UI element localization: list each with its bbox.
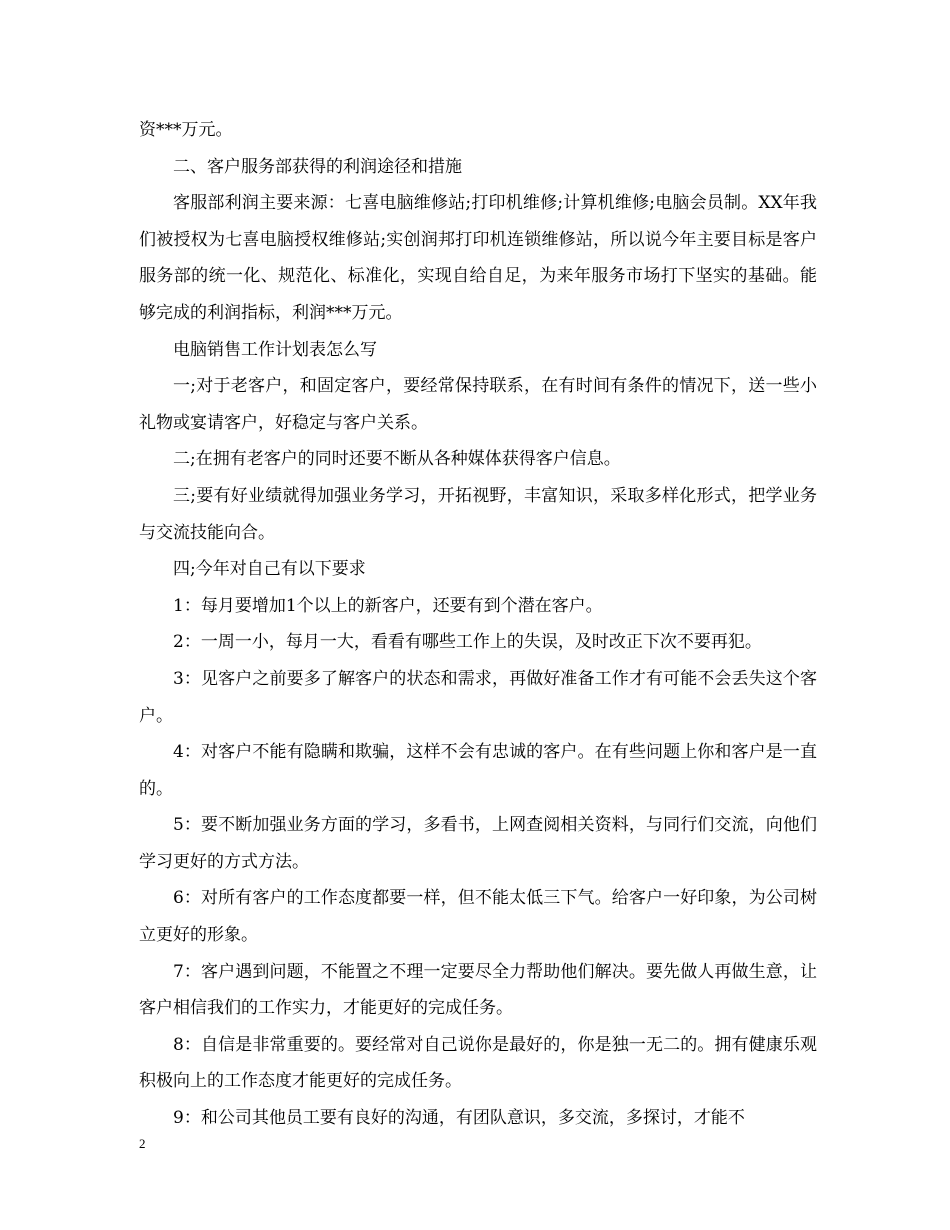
- section-heading: 四;今年对自己有以下要求: [173, 559, 366, 580]
- section-heading: 二、客户服务部获得的利润途径和措施: [173, 156, 462, 177]
- list-item: 9：和公司其他员工要有良好的沟通，有团队意识，多交流，多探讨，才能不: [173, 1108, 745, 1129]
- list-item: 4：对客户不能有隐瞒和欺骗，这样不会有忠诚的客户。在有些问题上你和客户是一直的。: [139, 742, 817, 799]
- list-item: 1：每月要增加1个以上的新客户，还要有到个潜在客户。: [173, 595, 603, 616]
- list-item: 5：要不断加强业务方面的学习，多看书，上网查阅相关资料，与同行们交流，向他们学习更好的方式方法。: [139, 815, 817, 872]
- document-body: [139, 112, 817, 1137]
- list-item: 8：自信是非常重要的。要经常对自己说你是最好的，你是独一无二的。拥有健康乐观积极向上的工作态度才能更好的完成任务。: [139, 1034, 817, 1092]
- paragraph: 资***万元。: [139, 120, 233, 140]
- list-item: 7：客户遇到问题，不能置之不理一定要尽全力帮助他们解决。要先做人再做生意，让客户相信我们的工作实力，才能更好的完成任务。: [139, 961, 817, 1019]
- list-item: 2：一周一小，每月一大，看看有哪些工作上的失误，及时改正下次不要再犯。: [173, 632, 762, 653]
- list-item: 6：对所有客户的工作态度都要一样，但不能太低三下气。给客户一好印象，为公司树立更好的形象。: [139, 888, 817, 946]
- paragraph: 二;在拥有老客户的同时还要不断从各种媒体获得客户信息。: [173, 449, 621, 470]
- section-heading: 电脑销售工作计划表怎么写: [173, 339, 377, 360]
- paragraph: 一;对于老客户，和固定客户，要经常保持联系，在有时间有条件的情况下，送一些小礼物或宴请客户，好稳定与客户关系。: [139, 376, 817, 433]
- page-number: 2: [139, 1136, 146, 1151]
- paragraph: 三;要有好业绩就得加强业务学习，开拓视野，丰富知识，采取多样化形式，把学业务与交流技能向合。: [139, 485, 817, 543]
- paragraph: 客服部利润主要来源：七喜电脑维修站;打印机维修;计算机维修;电脑会员制。XX年我们被授权为七喜电脑授权维修站;实创润邦打印机连锁维修站，所以说今年主要目标是客户服务部的统一化、规范化、标准化，实现自给自足，为来年服务市场打下坚实的基础。能够完成的利润指标，利润***万元。: [139, 193, 817, 323]
- list-item: 3：见客户之前要多了解客户的状态和需求，再做好准备工作才有可能不会丢失这个客户。: [139, 668, 817, 726]
